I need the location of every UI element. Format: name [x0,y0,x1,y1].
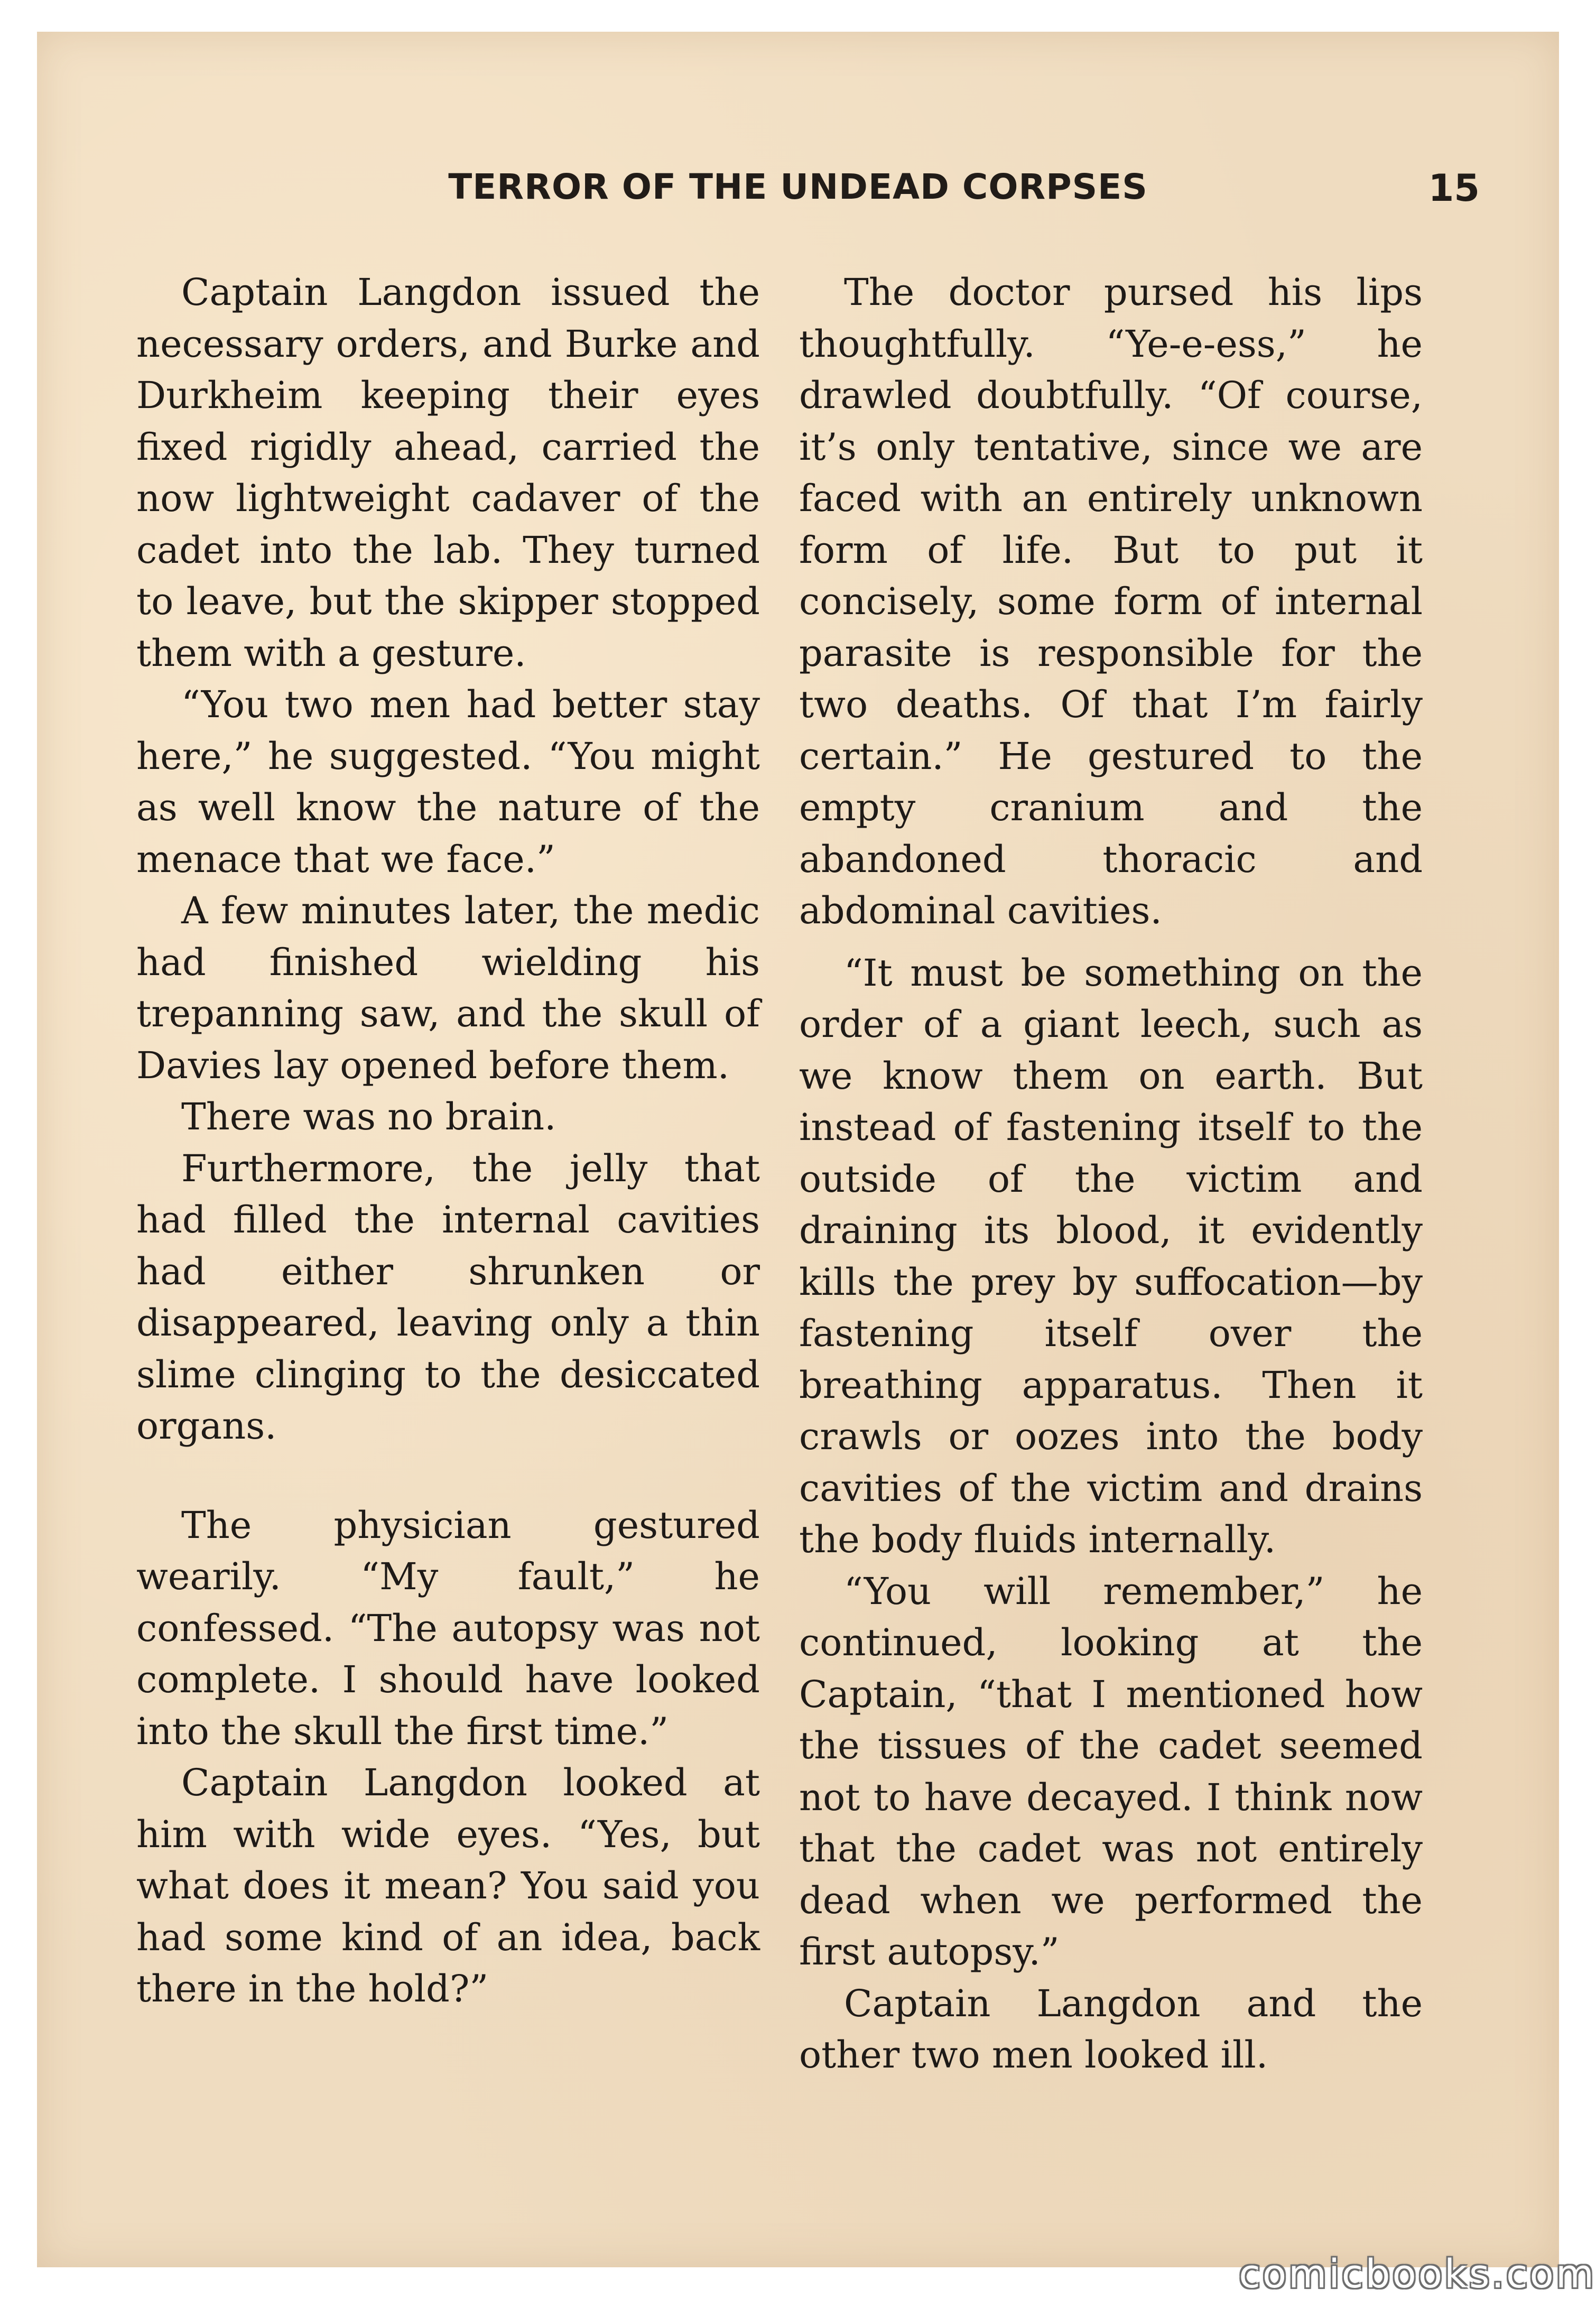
paragraph: “You two men had better stay here,” he suggested. “You might as well know the nature of the menace that we face.” [136,683,760,881]
right-column [799,267,1423,2081]
paragraph: Captain Langdon looked at him with wide eyes. “Yes, but what does it mean? You said you had some kind of an idea, back there in the hold?” [136,1761,760,2010]
watermark: comicbooks.com [1239,2251,1596,2297]
paragraph: Furthermore, the jelly that had filled the internal cavities had either shrunken or disappeared, leaving only a thin slime clinging to the desiccated organs. [136,1146,760,1448]
page-number: 15 [1428,166,1480,210]
paragraph: The physician gestured wearily. “My fault,” he confessed. “The autopsy was not complete. I should have looked into the skull the first time.” [136,1503,760,1753]
paragraph: “You will remember,” he continued, looking at the Captain, “that I mentioned how the tissues of the cadet seemed not to have decayed. I think now that the cadet was not entirely dead when we performed the first autopsy.” [799,1569,1423,1973]
left-column [136,267,760,2015]
paragraph: There was no brain. [181,1095,556,1138]
magazine-page [37,32,1559,2267]
paragraph: Captain Langdon issued the necessary orders, and Burke and Durkheim keeping their eyes fixed rigidly ahead, carried the now lightweight cadaver of the cadet into the lab. They turned to leave, but the skipper stopped them with a gesture. [136,271,760,675]
paragraph: A few minutes later, the medic had finished wielding his trepanning saw, and the skull of Davies lay opened before them. [136,889,760,1087]
paragraph: “It must be something on the order of a giant leech, such as we know them on earth. But instead of fastening itself to the outside of the victim and draining its blood, it evidently kills the prey by suffocation—by fastening itself over the breathing apparatus. Then it crawls or oozes into the body cavities of the victim and drains the body fluids internally. [799,951,1423,1561]
paragraph: Captain Langdon and the other two men looked ill. [799,1981,1423,2076]
running-head-title: TERROR OF THE UNDEAD CORPSES [448,166,1148,207]
running-head [37,166,1559,219]
paragraph: The doctor pursed his lips thoughtfully. “Ye-e-ess,” he drawled doubtfully. “Of course, it’s only tentative, since we are faced with an entirely unknown form of life. But to put it concisely, some form of internal parasite is responsible for the two deaths. Of that I’m fairly certain.” He gestured to the empty cranium and the abandoned thoracic and abdominal cavities. [799,271,1423,932]
